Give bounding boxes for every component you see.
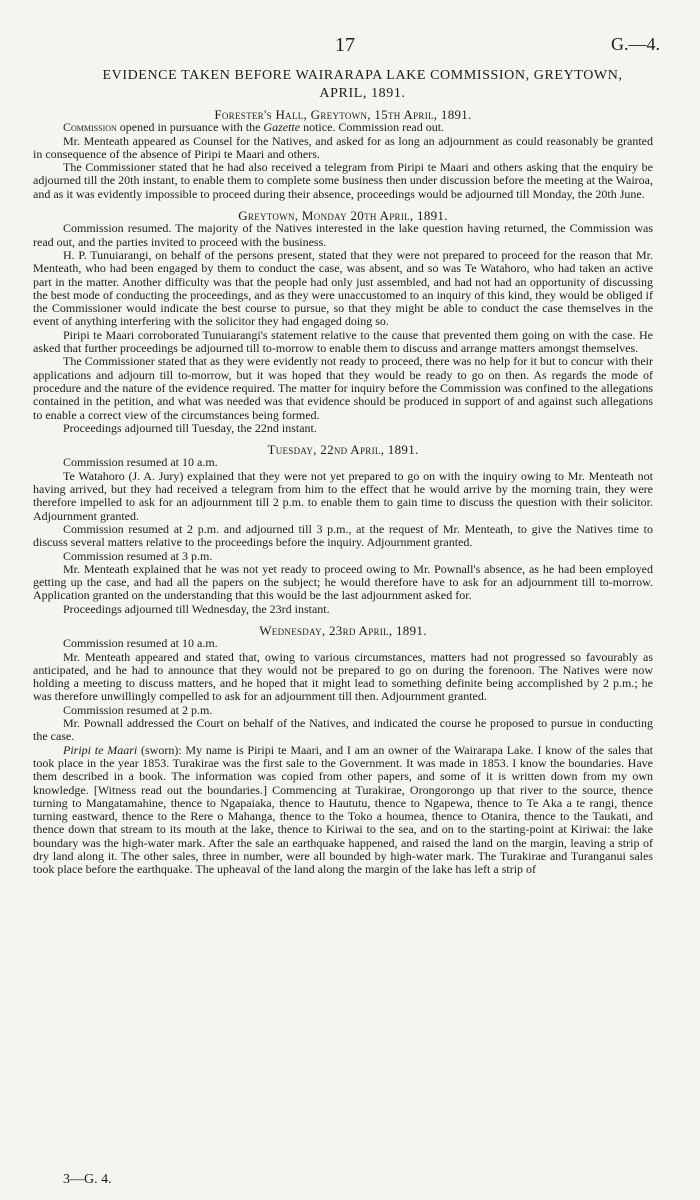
title-line-2: APRIL, 1891. (319, 86, 406, 101)
section-heading-22nd-april: Tuesday, 22nd April, 1891. (267, 442, 419, 458)
document-reference: G.—4. (611, 34, 660, 54)
paragraph: The Commissioner stated that he had also received a telegram from Piripi te Maari and others asking that the enquiry be adjourned till the 20th instant, to enable them to complete some business then under discussion before the meeting at the Wairoa, and as it was evidently impossible to proceed during their absence, proceedings would be adjourned till Monday, the 20th June. (33, 160, 653, 201)
document-body (33, 108, 653, 877)
section-heading-23rd-april: Wednesday, 23rd April, 1891. (259, 622, 427, 638)
paragraph: Mr. Menteath appeared as Counsel for the Natives, and asked for as long an adjournment as could reasonably be granted in consequence of the absence of Piripi te Maari and others. (33, 133, 653, 161)
title-line-1: EVIDENCE TAKEN BEFORE WAIRARAPA LAKE COMMISSION, GREYTOWN, (102, 68, 623, 83)
paragraph: Proceedings adjourned till Wednesday, the 23rd instant. (63, 601, 330, 616)
paragraph: Commission resumed at 10 a.m. (63, 636, 218, 651)
paragraph: The Commissioner stated that as they were evidently not ready to proceed, there was no help for it but to concur with their applications and adjourn till to-morrow, but it was hoped that they would be ready to go on then. As regards the mode of procedure and the nature of the evidence required. The matter for inquiry before the Commission was confined to the allegations contained in the petition, and what was needed was that evidence should be produced in support of and against such allegations to enable a correct view of the circumstances being formed. (33, 354, 653, 422)
paragraph: Proceedings adjourned till Tuesday, the 22nd instant. (63, 420, 317, 435)
paragraph: Commission opened in pursuance with the Gazette notice. Commission read out. (63, 120, 445, 135)
paragraph-witness-evidence: Piripi te Maari (sworn): My name is Piripi te Maari, and I am an owner of the Wairarapa Lake. I know of the sales that took place in the year 1853. Turakirae was the first sale to the Government. It was made in 1853. I know the boundaries. Have them described in a book. The information was copied from other papers, and some of it is written down from my own knowledge. [Witness read out the boundaries.] Commencing at Turakirae, Orongorongo up that river to the source, thence turning to Mangatamahine, thence to Ngapaiaka, thence to Haututu, thence to Ngapewa, thence to Te Aka a te rangi, thence turning eastward, thence to the Rere o Mahanga, thence to the Toko a houmea, thence to Otanira, thence to the Taukati, and thence down that stream to its mouth at the lake, thence to Kiriwai to the sea, and on to the starting-point at Kiriwai: the lake boundary was the high-water mark. After the sale an earthquake happened, and raised the land on the margin, leaving a strip of dry land along it. The other sales, three in number, were all bounded by high-water mark. The Turakirae and Turanganui sales took place before the earthquake. The upheaval of the land along the margin of the lake has left a strip of (33, 742, 653, 877)
paragraph: Piripi te Maari corroborated Tunuiarangi's statement relative to the cause that prevented them going on with the case. He asked that further proceedings be adjourned till to-morrow to enable them to discuss and arrange matters amongst themselves. (33, 327, 653, 356)
paragraph: Commission resumed. The majority of the Natives interested in the lake question having returned, the Commission was read out, and the parties invited to proceed with the business. (33, 221, 653, 249)
paragraph: Commission resumed at 10 a.m. (63, 455, 218, 470)
paragraph: Commission resumed at 2 p.m. (63, 702, 213, 717)
paragraph: Commission resumed at 3 p.m. (63, 548, 213, 563)
page-number: 17 (335, 34, 355, 56)
witness-name: Piripi te Maari (63, 742, 138, 757)
paragraph: Mr. Menteath appeared and stated that, owing to various circumstances, matters had not progressed so favourably as anticipated, and he had to announce that they would not be prepared to go on during the forenoon. The Natives were now holding a meeting to discuss matters, and he hoped that it might lead to something definite being accomplished by 2 p.m.; he was therefore unwillingly compelled to ask for an adjournment till then. Adjournment granted. (33, 649, 653, 704)
document-title (70, 67, 655, 103)
paragraph: H. P. Tunuiarangi, on behalf of the persons present, stated that they were not prepared to proceed for the reason that Mr. Menteath, who had been engaged by them to conduct the case, was absent, and so was Te Watahoro, who had taken an active part in the matter. Another difficulty was that the people had only just assembled, and had not had an opportunity of discussing the best mode of conducting the proceedings, and as they were unaccustomed to an inquiry of this kind, they would be obliged if the Commissioner would indicate the best course to pursue, so that they might be able to conduct the case themselves in the event of anything interfering with the solicitor they had engaged doing so. (33, 247, 653, 329)
page-header (0, 34, 700, 58)
section-heading-20th-april: Greytown, Monday 20th April, 1891. (238, 208, 448, 224)
paragraph: Mr. Menteath explained that he was not yet ready to proceed owing to Mr. Pownall's absence, as he had been employed getting up the case, and had all the papers on the subject; he would therefore have to ask for an adjournment till to-morrow. Application granted on the understanding that this would be the last adjournment asked for. (33, 561, 653, 603)
paragraph: Mr. Pownall addressed the Court on behalf of the Natives, and indicated the course he proposed to pursue in conducting the case. (33, 716, 653, 744)
paragraph: Te Watahoro (J. A. Jury) explained that they were not yet prepared to go on with the inquiry owing to Mr. Menteath not having arrived, but they had received a telegram from him to the effect that he would arrive by the morning train, they were therefore impelled to ask for an adjournment till 2 p.m. to enable them to gain time to discuss the question with their solicitor. Adjournment granted. (33, 468, 653, 523)
page-signature: 3—G. 4. (63, 1172, 112, 1187)
paragraph: Commission resumed at 2 p.m. and adjourned till 3 p.m., at the request of Mr. Menteath, to give the Natives time to discuss several matters relative to the proceedings before the inquiry. Adjournment granted. (33, 521, 653, 550)
section-heading-15th-april: Forester's Hall, Greytown, 15th April, 1891. (214, 107, 472, 122)
